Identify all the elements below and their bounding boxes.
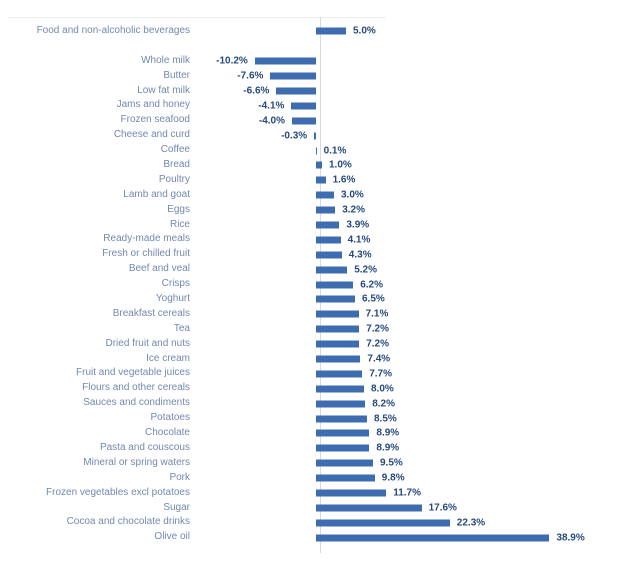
bar	[291, 102, 316, 109]
chart-row	[0, 292, 624, 307]
chart-row	[0, 530, 624, 545]
bar-area	[190, 426, 624, 441]
bar	[316, 28, 346, 35]
bar-area	[190, 322, 624, 337]
category-label: Cheese and curd	[113, 129, 190, 141]
bar-area	[190, 292, 624, 307]
chart-row	[0, 471, 624, 486]
value-label: 7.2%	[366, 338, 389, 350]
bar-area	[190, 143, 624, 158]
category-label: Potatoes	[150, 412, 190, 424]
bar	[316, 147, 317, 154]
bar	[316, 326, 359, 333]
chart-row	[0, 128, 624, 143]
bar-area	[190, 501, 624, 516]
bar	[316, 162, 322, 169]
value-label: -10.2%	[216, 55, 248, 67]
bar	[316, 192, 334, 199]
chart-row	[0, 366, 624, 381]
bar	[316, 207, 335, 214]
bar	[270, 73, 316, 80]
value-label: 17.6%	[428, 502, 457, 514]
bar	[316, 385, 364, 392]
value-label: 3.9%	[346, 219, 370, 231]
bar	[314, 132, 316, 139]
bar-area	[190, 277, 624, 292]
bar-area	[190, 203, 624, 218]
chart-row	[0, 396, 624, 411]
chart-row	[0, 143, 624, 158]
chart-row	[0, 381, 624, 396]
chart-row	[0, 456, 624, 471]
value-label: 7.1%	[365, 308, 389, 320]
chart-row	[0, 188, 624, 203]
chart-row	[0, 262, 624, 277]
bar-area	[190, 515, 624, 530]
chart-row	[0, 426, 624, 441]
chart-row	[0, 352, 624, 367]
value-label: 6.2%	[360, 279, 383, 291]
category-label: Crisps	[161, 278, 190, 290]
category-label: Sugar	[163, 501, 190, 513]
category-label: Mineral or spring waters	[83, 456, 190, 468]
category-label: Eggs	[167, 203, 190, 215]
value-label: 8.0%	[371, 383, 394, 395]
category-label: Breakfast cereals	[112, 307, 190, 319]
category-label: Flours and other cereals	[82, 382, 190, 394]
bar-area	[190, 366, 624, 381]
category-label: Chocolate	[144, 427, 190, 439]
bar-area	[190, 262, 624, 277]
bar-area	[190, 441, 624, 456]
value-label: -4.1%	[258, 100, 285, 112]
bar-area	[190, 381, 624, 396]
value-label: 6.5%	[362, 293, 385, 305]
value-label: -4.0%	[258, 115, 285, 127]
category-label: Butter	[163, 69, 190, 81]
bar	[316, 341, 359, 348]
chart-row	[0, 98, 624, 113]
chart-row	[0, 337, 624, 352]
bar	[316, 370, 362, 377]
value-label: 9.5%	[380, 457, 403, 469]
bar-area	[190, 98, 624, 113]
category-label: Bread	[163, 159, 190, 171]
chart-row	[0, 69, 624, 84]
category-label: Cocoa and chocolate drinks	[66, 516, 190, 528]
value-label: 3.0%	[341, 189, 364, 201]
bar	[316, 251, 342, 258]
bar	[316, 475, 375, 482]
bar-area	[190, 471, 624, 486]
chart-row	[0, 515, 624, 530]
value-label: 3.2%	[342, 204, 365, 216]
bar	[316, 296, 355, 303]
bar	[316, 356, 360, 363]
chart-row	[0, 501, 624, 516]
category-label: Sauces and condiments	[83, 397, 190, 409]
value-label: 1.6%	[332, 174, 356, 186]
value-label: 38.9%	[556, 532, 585, 544]
bar-area	[190, 396, 624, 411]
value-label: 8.2%	[372, 398, 395, 410]
chart-row	[0, 247, 624, 262]
bar-area	[190, 128, 624, 143]
bar	[316, 222, 339, 229]
bar	[255, 58, 316, 65]
category-label: Tea	[173, 322, 190, 334]
bar-area	[190, 158, 624, 173]
value-label: 7.4%	[367, 353, 391, 365]
category-label: Rice	[169, 218, 190, 230]
value-label: 8.9%	[376, 442, 400, 454]
chart-row	[0, 307, 624, 322]
value-label: 5.2%	[354, 264, 377, 276]
bar	[316, 311, 359, 318]
chart-row	[0, 24, 624, 39]
bar	[316, 415, 367, 422]
bar-area	[190, 188, 624, 203]
chart-row	[0, 84, 624, 99]
value-label: -7.6%	[237, 70, 264, 82]
bar-area	[190, 411, 624, 426]
category-label: Beef and veal	[128, 263, 190, 275]
bar-area	[190, 530, 624, 545]
bar-area	[190, 456, 624, 471]
bar-area	[190, 173, 624, 188]
chart-row	[0, 203, 624, 218]
bar-area	[190, 232, 624, 247]
chart-row	[0, 411, 624, 426]
category-label: Coffee	[160, 144, 190, 156]
bar	[292, 117, 316, 124]
value-label: 8.9%	[376, 427, 400, 439]
bar-area	[190, 307, 624, 322]
value-label: 9.8%	[381, 472, 405, 484]
plot-top-border	[8, 17, 386, 18]
bar	[316, 177, 326, 184]
category-label: Ice cream	[146, 352, 190, 364]
value-label: 5.0%	[353, 25, 376, 37]
value-label: -6.6%	[243, 85, 270, 97]
category-label: Fruit and vegetable juices	[76, 367, 190, 379]
bar-area	[190, 337, 624, 352]
chart-row	[0, 486, 624, 501]
bar-area	[190, 69, 624, 84]
bar-area	[190, 486, 624, 501]
bar	[316, 519, 450, 526]
bar-area	[190, 54, 624, 69]
chart-row	[0, 158, 624, 173]
bar-area	[190, 247, 624, 262]
chart-row	[0, 322, 624, 337]
bar	[316, 504, 422, 511]
group-spacer	[0, 39, 624, 54]
category-label: Pork	[169, 471, 190, 483]
category-label: Ready-made meals	[103, 233, 190, 245]
chart-row	[0, 173, 624, 188]
bar-area	[190, 24, 624, 39]
category-label: Pasta and couscous	[99, 441, 190, 453]
bar	[316, 236, 341, 243]
chart-row	[0, 218, 624, 233]
chart-row	[0, 232, 624, 247]
value-label: 7.7%	[369, 368, 392, 380]
value-label: -0.3%	[281, 130, 308, 142]
bar	[316, 445, 369, 452]
category-label: Fresh or chilled fruit	[102, 248, 190, 260]
value-label: 1.0%	[329, 159, 352, 171]
chart-rows	[0, 24, 624, 545]
value-label: 4.3%	[348, 249, 372, 261]
value-label: 0.1%	[323, 145, 347, 157]
category-label: Dried fruit and nuts	[105, 337, 190, 349]
category-label: Frozen vegetables excl potatoes	[46, 486, 190, 498]
category-label: Jams and honey	[116, 99, 190, 111]
category-label: Whole milk	[141, 54, 190, 66]
chart-row	[0, 113, 624, 128]
category-label: Yoghurt	[155, 293, 190, 305]
bar-area	[190, 218, 624, 233]
bar	[316, 266, 347, 273]
category-label: Low fat milk	[137, 84, 190, 96]
category-label: Lamb and goat	[123, 188, 190, 200]
value-label: 8.5%	[374, 413, 397, 425]
value-label: 22.3%	[456, 517, 486, 529]
bar	[316, 490, 386, 497]
category-label: Poultry	[158, 173, 190, 185]
category-label: Olive oil	[154, 531, 190, 543]
chart-row	[0, 441, 624, 456]
bar	[316, 281, 353, 288]
value-label: 4.1%	[347, 234, 371, 246]
bar-area	[190, 84, 624, 99]
bar	[316, 534, 549, 541]
category-label: Food and non-alcoholic beverages	[36, 25, 190, 36]
chart-row	[0, 54, 624, 69]
value-label: 11.7%	[393, 487, 421, 499]
chart-row	[0, 277, 624, 292]
bar	[316, 430, 369, 437]
value-label: 7.2%	[366, 323, 389, 335]
bar	[316, 460, 373, 467]
bar	[316, 400, 365, 407]
bar	[276, 88, 316, 95]
category-label: Frozen seafood	[120, 114, 190, 126]
bar-area	[190, 113, 624, 128]
bar-area	[190, 352, 624, 367]
